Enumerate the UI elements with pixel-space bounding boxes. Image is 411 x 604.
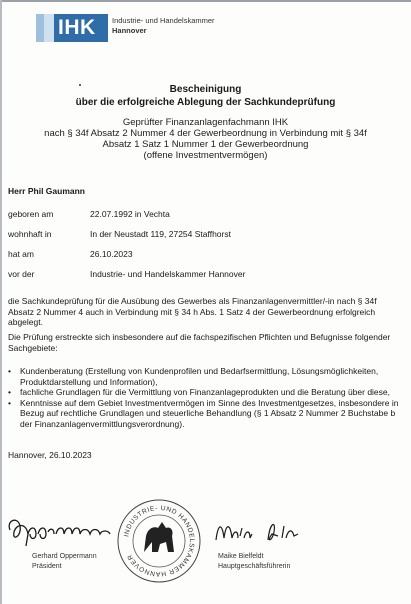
exam-date-value: 26.10.2023 [90,249,133,259]
legal-basis-line2: Absatz 1 Satz 1 Nummer 1 der Gewerbeordnung [102,139,309,150]
list-item: • Kenntnisse auf dem Gebiet Investmentvermögen im Sinne des Investmentgesetzes, insbesondere in Bezug auf rechtliche Grundlagen und steuerliche Behandlung (§ 1 Absatz 2 Nummer 2 Buchstabe b der Finanzanlagenvermittlungsverordnung). [8,397,399,429]
list-item: • fachliche Grundlagen für die Vermittlung von Finanzanlageprodukten und die Beratung über diese, [8,387,390,398]
org-name: Industrie- und Handelskammer [112,16,215,25]
exam-date-label: hat am [8,249,34,259]
place-date: Hannover, 26.10.2023 [8,450,92,460]
org-city: Hannover [112,26,147,35]
certificate-title-line2: über die erfolgreiche Ablegung der Sachkundeprüfung [75,97,336,108]
subject-list [8,366,403,430]
seal-text: INDUSTRIE- UND HANDELSKAMMER HANNOVER [123,504,196,578]
authority-label: vor der [8,269,35,279]
address-value: In der Neustadt 119, 27254 Staffhorst [90,229,231,239]
certificate-title: Bescheinigung [169,84,242,95]
list-item: • Kundenberatung (Erstellung von Kundenprofilen und Bedarfsermittlung, Lösungsmöglichkeiten, Produktdarstellung und Information), [8,366,379,387]
logo-stripe-light [44,14,54,42]
signatory-right-name: Maike Bielfeldt [218,553,264,560]
bullet-icon: • [8,397,11,408]
ihk-logo [36,14,108,42]
signature-oppermann [4,512,114,548]
legal-basis-line1: nach § 34f Absatz 2 Nummer 4 der Gewerbeordnung in Verbindung mit § 34f [44,128,367,139]
holder-name: Herr Phil Gaumann [8,186,85,196]
birth-value: 22.07.1992 in Vechta [90,209,170,219]
bullet-icon: • [8,366,11,376]
birth-label: geboren am [8,209,54,219]
authority-value: Industrie- und Handelskammer Hannover [90,269,246,279]
signatory-left-name: Gerhard Oppermann [32,553,97,560]
official-seal [116,498,202,584]
horse-emblem-icon [144,522,174,552]
signatory-left-role: Präsident [32,563,62,570]
signature-bielfeldt [212,516,302,546]
address-label: wohnhaft in [8,229,52,239]
legal-basis-line3: (offene Investmentvermögen) [143,150,268,161]
scan-edge-top [0,0,411,2]
scope-paragraph: Die Prüfung erstreckte sich insbesondere auf die fachspezifischen Pflichten und Befugnisse folgender Sachgebiete: [8,332,391,353]
result-paragraph: die Sachkundeprüfung für die Ausübung des Gewerbes als Finanzanlagenvermittler/-in nach § 34f Absatz 2 Nummer 4 auch in Verbindung mit § 34 h Abs. 1 Satz 4 der Gewerbeordnung erfolgreich abgelegt. [8,296,377,328]
bullet-icon: • [8,387,11,398]
signatory-right-role: Hauptgeschäftsführerin [218,563,291,570]
logo-text: IHK [58,16,96,39]
qualification-title: Geprüfter Finanzanlagenfachmann IHK [122,117,289,128]
